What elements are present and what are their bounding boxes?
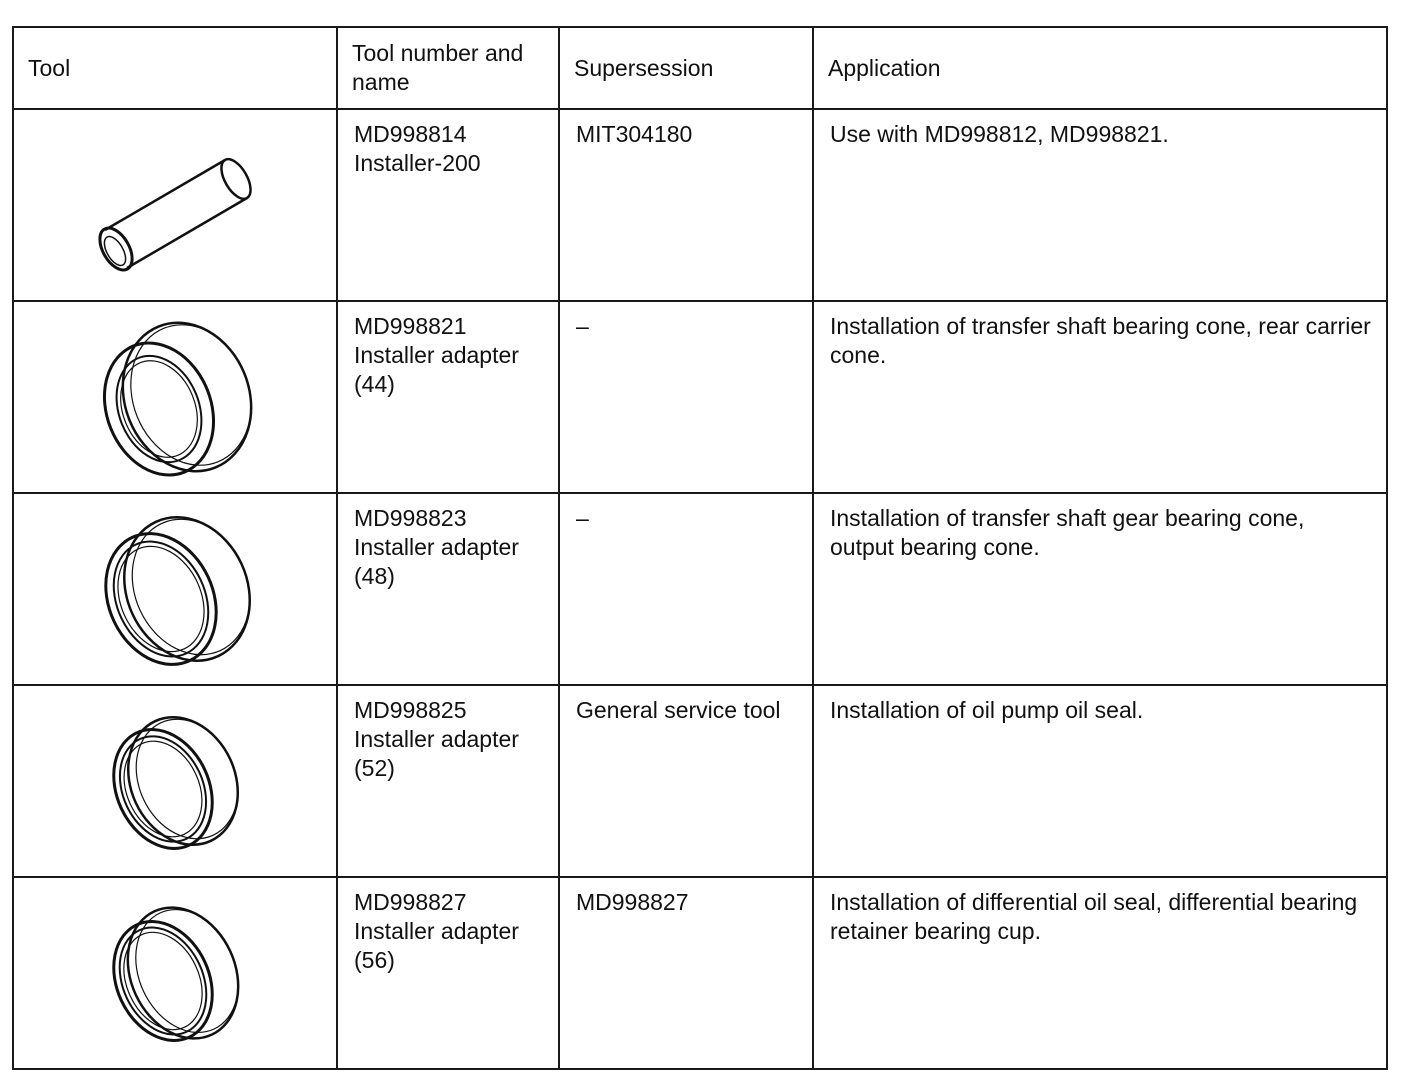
tool-number-name-cell bbox=[337, 493, 559, 685]
tool-name: Installer adapter (48) bbox=[354, 534, 526, 589]
application-cell: Use with MD998812, MD998821. bbox=[813, 109, 1387, 301]
tool-number-name-cell bbox=[337, 301, 559, 493]
tool-number-name-cell bbox=[337, 877, 559, 1069]
tool-number-name-cell bbox=[337, 109, 559, 301]
header-tool: Tool bbox=[13, 27, 337, 109]
header-supersession: Supersession bbox=[559, 27, 813, 109]
installer-adapter-ring-icon bbox=[75, 893, 275, 1053]
supersession-cell: – bbox=[559, 301, 813, 493]
tool-name: Installer adapter (56) bbox=[354, 918, 526, 973]
tool-illustration-cell bbox=[13, 493, 337, 685]
table-header-row bbox=[13, 27, 1387, 109]
installer-bar-icon bbox=[75, 130, 275, 280]
supersession-cell: General service tool bbox=[559, 685, 813, 877]
table-row bbox=[13, 301, 1387, 493]
supersession-cell: MD998827 bbox=[559, 877, 813, 1069]
special-tools-table bbox=[12, 26, 1388, 1070]
tool-illustration-cell bbox=[13, 877, 337, 1069]
tool-number: MD998823 bbox=[354, 505, 467, 531]
application-cell: Installation of transfer shaft gear bearing cone, output bearing cone. bbox=[813, 493, 1387, 685]
tool-illustration-cell bbox=[13, 109, 337, 301]
application-cell: Installation of transfer shaft bearing cone, rear carrier cone. bbox=[813, 301, 1387, 493]
application-cell: Installation of oil pump oil seal. bbox=[813, 685, 1387, 877]
table-row bbox=[13, 685, 1387, 877]
tool-name: Installer-200 bbox=[354, 150, 481, 176]
installer-adapter-ring-icon bbox=[75, 317, 275, 477]
installer-adapter-ring-icon bbox=[75, 509, 275, 669]
tool-number-name-cell bbox=[337, 685, 559, 877]
table-row bbox=[13, 109, 1387, 301]
tool-illustration-cell bbox=[13, 685, 337, 877]
application-cell: Installation of differential oil seal, differential bearing retainer bearing cup. bbox=[813, 877, 1387, 1069]
tool-name: Installer adapter (52) bbox=[354, 726, 526, 781]
installer-adapter-ring-icon bbox=[75, 701, 275, 861]
header-application: Application bbox=[813, 27, 1387, 109]
table-row bbox=[13, 877, 1387, 1069]
tool-number: MD998821 bbox=[354, 313, 467, 339]
tool-illustration-cell bbox=[13, 301, 337, 493]
supersession-cell: – bbox=[559, 493, 813, 685]
tool-name: Installer adapter (44) bbox=[354, 342, 526, 397]
tool-number: MD998827 bbox=[354, 889, 467, 915]
supersession-cell: MIT304180 bbox=[559, 109, 813, 301]
tool-number: MD998814 bbox=[354, 121, 467, 147]
header-tool-number-name: Tool number and name bbox=[337, 27, 559, 109]
tool-number: MD998825 bbox=[354, 697, 467, 723]
table-row bbox=[13, 493, 1387, 685]
